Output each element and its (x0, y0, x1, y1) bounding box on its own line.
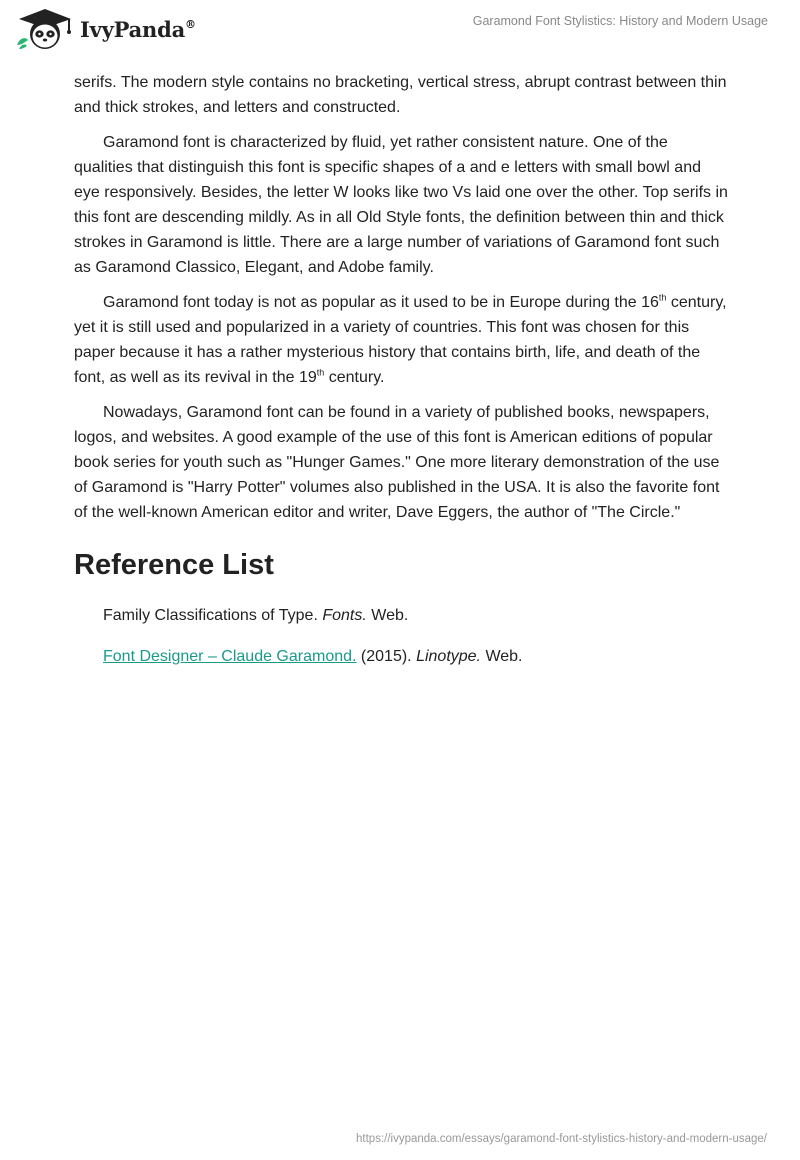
ordinal-suffix-16th: th (658, 292, 667, 303)
paragraph-2: Garamond font is characterized by fluid, yet rather consistent nature. One of the qualities that distinguish this font is specific shapes of a and e letters with small bowl and eye responsively. Besides, the letter W looks like two Vs laid one over the other. Top serifs in this font are descending mildly. As in all Old Style fonts, the definition between thin and thick strokes in Garamond is little. There are a large number of variations of Garamond font such as Garamond Classico, Elegant, and Adobe family. (74, 134, 728, 276)
brand-name (80, 17, 196, 42)
reference-2-tail: Web. (481, 648, 523, 665)
reference-2-text: (2015). (356, 648, 417, 665)
reference-2-link[interactable]: Font Designer – Claude Garamond. (103, 648, 357, 665)
paragraph-3-part-a: Garamond font today is not as popular as it used to be in Europe during the 16 (103, 294, 659, 311)
reference-item-2 (103, 644, 729, 669)
brand-text: IvyPanda (80, 16, 186, 42)
ordinal-suffix-19th: th (316, 367, 325, 378)
reference-list-heading: Reference List (74, 549, 274, 581)
reference-1-text: Family Classifications of Type. (103, 607, 323, 624)
ivypanda-logo[interactable] (14, 7, 196, 51)
reference-1-tail: Web. (366, 607, 409, 624)
paragraph-3 (74, 290, 729, 390)
page-header (0, 0, 800, 60)
document-title: Garamond Font Stylistics: History and Modern Usage (472, 14, 768, 28)
paragraph-3-part-c: century. (324, 369, 385, 386)
paragraph-4: Nowadays, Garamond font can be found in a variety of published books, newspapers, logos, and websites. A good example of the use of this font is American editions of popular book series for youth such as "Hunger Games." One more literary demonstration of the use of Garamond is "Harry Potter" volumes also published in the USA. It is also the favorite font of the well-known American editor and writer, Dave Eggers, the author of "The Circle." (74, 404, 720, 521)
panda-logo-icon (14, 7, 76, 51)
registered-mark: ® (185, 17, 196, 31)
essay-content (74, 70, 729, 685)
paragraph-3-part-b: century, yet it is still used and popularized in a variety of countries. This font was chosen for this paper because it has a rather mysterious history that contains birth, life, and death of the font, as well as its revival in the 19 (74, 294, 727, 386)
reference-item-1 (103, 603, 729, 628)
reference-list (74, 603, 729, 669)
footer-url[interactable]: https://ivypanda.com/essays/garamond-font-stylistics-history-and-modern-usage/ (356, 1133, 767, 1145)
reference-1-source: Fonts. (322, 607, 367, 624)
reference-2-source: Linotype. (416, 648, 481, 665)
paragraph-1: serifs. The modern style contains no bracketing, vertical stress, abrupt contrast between thin and thick strokes, and letters and constructed. (74, 74, 727, 116)
